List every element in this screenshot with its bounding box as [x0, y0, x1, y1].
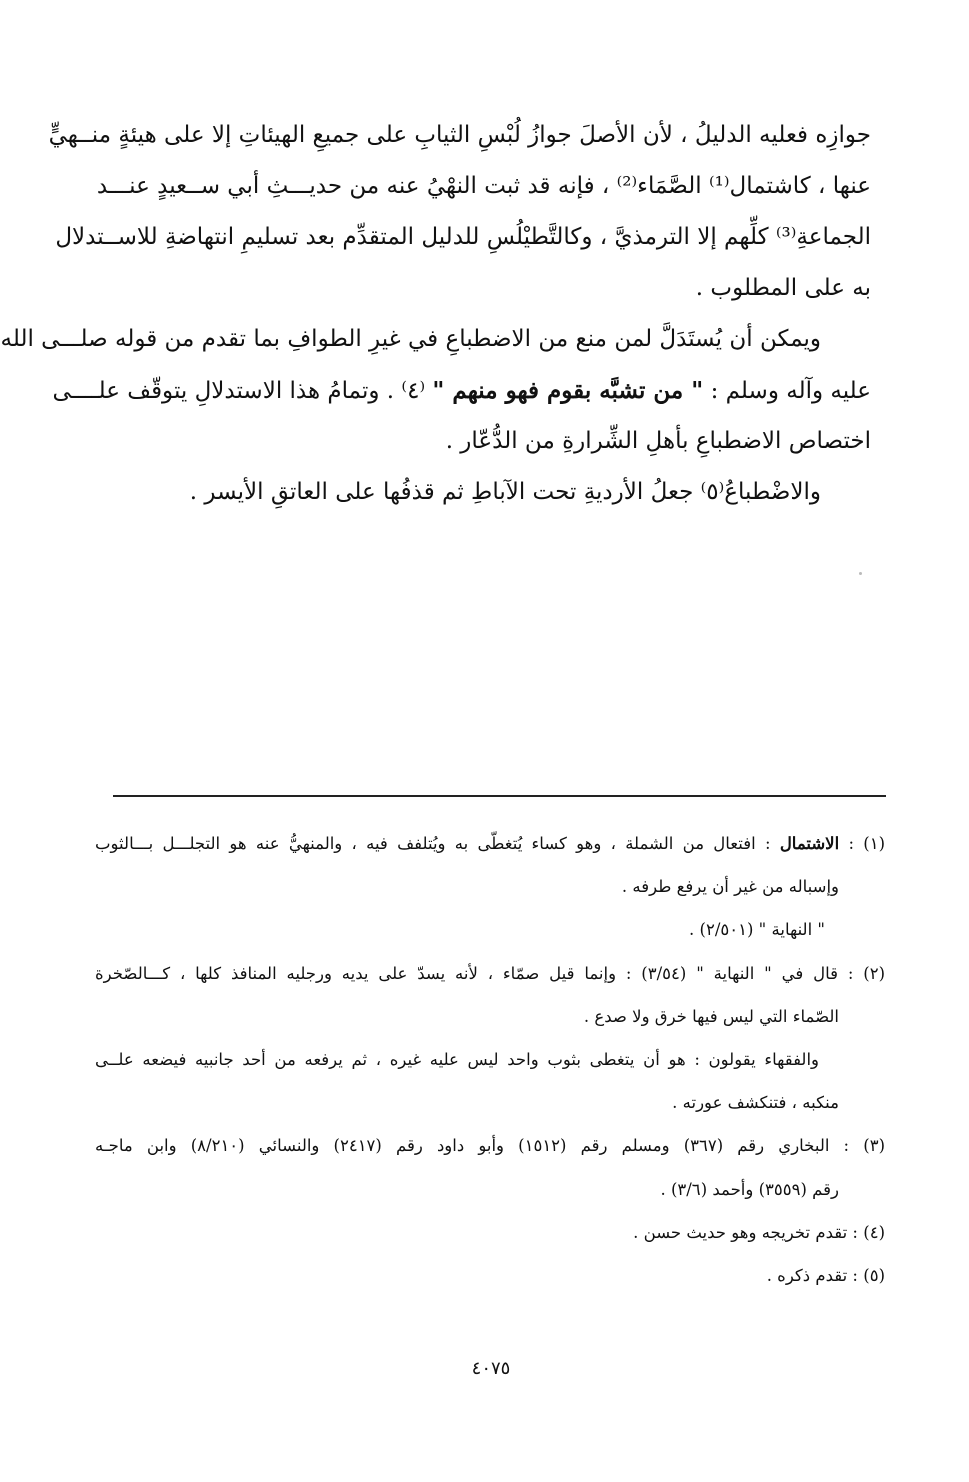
scan-speck [859, 572, 862, 575]
footnote-1-text: : افتعال من الشملة ، وهو كساء يُتغطّى به ويُتلفف فيه ، والمنهيُّ عنه هو التجلـــل بـــالثوب [95, 834, 771, 853]
footnote-2-line-4: منكبه ، فتنكشف عورته . [672, 1093, 839, 1113]
footnote-5: (٥) : تقدم ذكره . [766, 1265, 885, 1285]
text-line-6-start: عليه وآله وسلم : [710, 378, 871, 404]
text-line-5: ويمكن أن يُستَدَلَّ لمن منع من الاضطباعِ في غيرِ الطوافِ بما تقدم من قوله صلـــى الله [0, 326, 821, 352]
text-line-1: جوازِه فعليه الدليلُ ، لأن الأصلَ جوازُ لُبْسِ الثيابِ على جميعِ الهيئاتِ إلا على هيئةٍ منــهيٍّ [48, 122, 871, 148]
text-line-6-end: ⁽٤⁾ . وتمامُ هذا الاستدلالِ يتوقّف علــــى [52, 378, 426, 404]
footnote-1-line-3: " النهاية " (٢/٥٠١) . [689, 920, 825, 940]
hadith-quote: " من تشبَّه بقوم فهو منهم " [432, 377, 704, 404]
text-line-7: اختصاص الاضطباعِ بأهلِ الشِّرارةِ من الدُّعّار . [445, 428, 871, 454]
footnote-1-line-1 [95, 822, 885, 865]
footnote-1-term: الاشتمال [779, 834, 840, 853]
text-line-2: عنها ، كاشتمال⁽¹⁾ الصَّمَاء⁽²⁾ ، فإنه قد ثبت النهْيُ عنه من حديـــثِ أبي ســعيدٍ عنـــد [96, 173, 871, 199]
footnote-1-line-2: وإسباله من غير أن يرفع طرفه . [621, 877, 839, 897]
footnote-2-line-1: (٢) : قال في " النهاية " (٣/٥٤) : وإنما قيل صمّاء ، لأنه يسدّ على يديه ورجليه المنافذ كلها ، كـــالصّخرة [95, 963, 885, 983]
text-line-8: والاضْطباعُ⁽٥⁾ جعلُ الأرديةِ تحت الآباطِ ثم قذفُها على العاتقِ الأيسر . [189, 479, 821, 505]
text-line-6 [52, 365, 871, 416]
text-line-3: الجماعةِ⁽³⁾ كلِّهم إلا الترمذيَّ ، وكالتَّطيْلُسِ للدليل المتقدِّم بعد تسليمِ انتهاضةِ للاســتدلال [55, 224, 871, 250]
main-text-block [0, 110, 871, 518]
footnote-separator [113, 795, 886, 797]
footnote-2-line-2: الصّماء التي ليس فيها خرق ولا صدع . [583, 1006, 839, 1026]
footnotes-block [95, 822, 885, 1297]
footnote-4: (٤) : تقدم تخريجه وهو حديث حسن . [633, 1222, 885, 1242]
footnote-3-line-2: رقم (٣٥٥٩) وأحمد (٣/٦) . [660, 1179, 839, 1199]
footnote-2-line-3: والفقهاء يقولون : هو أن يتغطى بثوب واحد ليس عليه غيره ، ثم يرفعه من أحد جانبيه فيضعه علــى [95, 1049, 819, 1069]
footnote-3-line-1: (٣) : البخاري رقم (٣٦٧) ومسلم رقم (١٥١٢) وأبو داود رقم (٢٤١٧) والنسائي (٨/٢١٠) وابن ماجـه [95, 1136, 886, 1156]
text-line-4: به على المطلوب . [695, 275, 871, 301]
footnote-1-number: (١) : [848, 834, 886, 853]
page-number: ٤٠٧٥ [471, 1358, 511, 1379]
